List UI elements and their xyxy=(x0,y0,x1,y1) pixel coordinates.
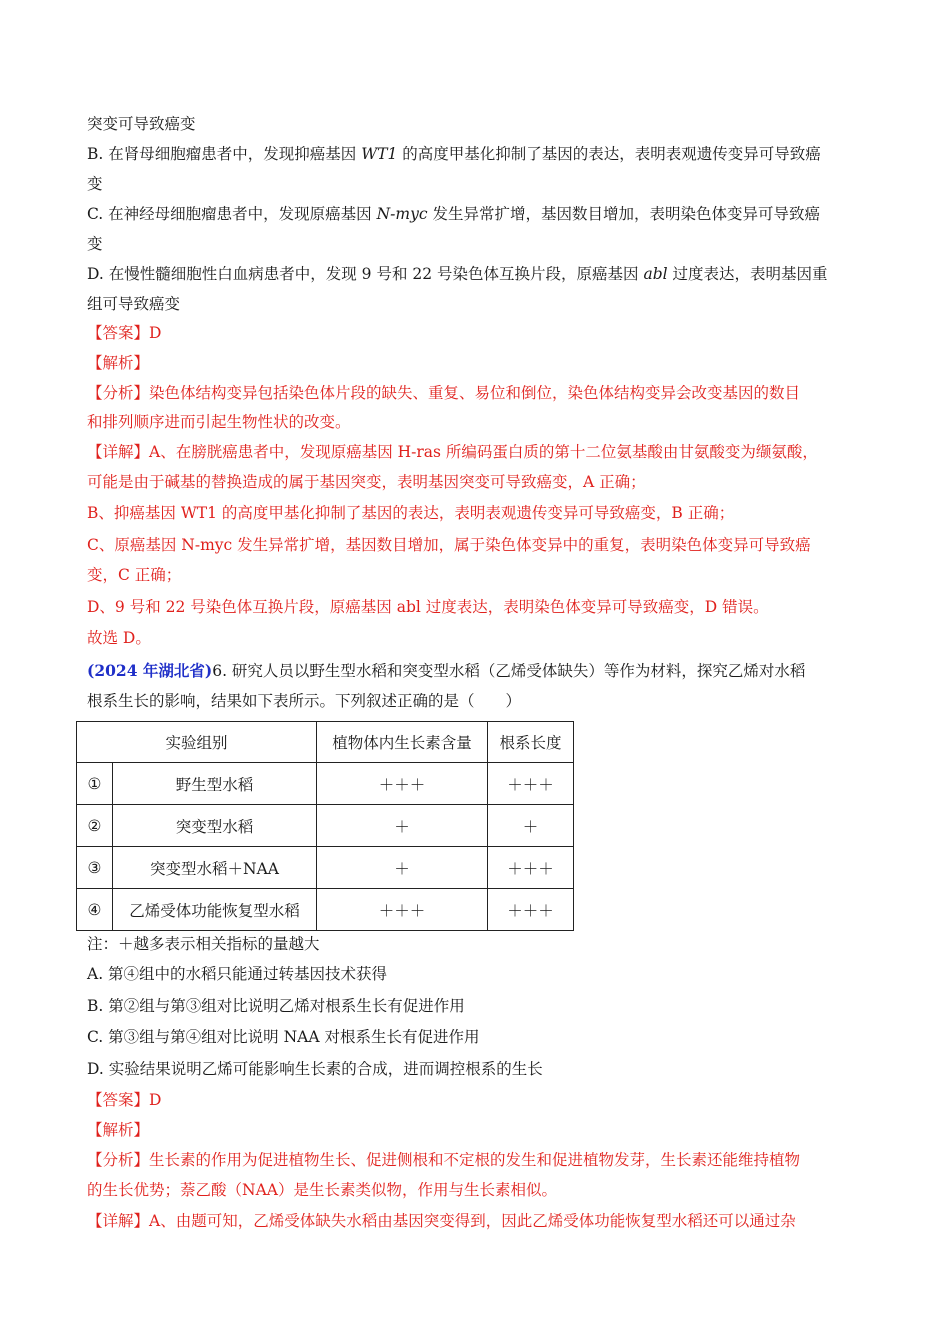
row-root: ＋＋＋ xyxy=(488,763,574,805)
text-run: 根系生长的影响，结果如下表所示。下列叙述正确的是（ ） xyxy=(87,692,522,710)
text-run: 6. 研究人员以野生型水稻和突变型水稻（乙烯受体缺失）等作为材料，探究乙烯对水稻 xyxy=(212,662,806,680)
header-root: 根系长度 xyxy=(488,722,574,763)
text-run: A、在膀胱癌患者中，发现原癌基因 H-ras 所编码蛋白质的第十二位氨基酸由甘氨酸变为缬氨酸， xyxy=(149,443,818,461)
text-run: 组可导致癌变 xyxy=(87,295,181,313)
q6-answer xyxy=(87,1089,161,1111)
table-header-row xyxy=(77,722,574,763)
row-number: ② xyxy=(77,805,113,847)
row-number: ④ xyxy=(77,889,113,931)
q6-stem-1 xyxy=(87,660,805,682)
q5-detail-2 xyxy=(87,471,646,493)
text-run: 的高度甲基化抑制了基因的表达，表明表观遗传变异可导致癌 xyxy=(397,145,821,163)
q6-option-b xyxy=(87,995,465,1017)
q5-detail-6 xyxy=(87,596,769,618)
row-group-name: 乙烯受体功能恢复型水稻 xyxy=(113,889,317,931)
q5-detail-1 xyxy=(87,441,818,463)
text-run: 可能是由于碱基的替换造成的属于基因突变，表明基因突变可导致癌变，A 正确； xyxy=(87,473,646,491)
header-group: 实验组别 xyxy=(77,722,317,763)
row-group-name: 突变型水稻＋NAA xyxy=(113,847,317,889)
text-run: 生长素的作用为促进植物生长、促进侧根和不定根的发生和促进植物发芽，生长素还能维持植物 xyxy=(149,1151,801,1169)
text-run: 故选 D。 xyxy=(87,629,151,647)
text-run: 的生长优势；萘乙酸（NAA）是生长素类似物，作用与生长素相似。 xyxy=(87,1181,557,1199)
q5-option-c-tail xyxy=(87,233,103,255)
header-auxin: 植物体内生长素含量 xyxy=(317,722,488,763)
text-run: B. 在肾母细胞瘤患者中，发现抑癌基因 xyxy=(87,145,362,163)
text-run: C. 第③组与第④组对比说明 NAA 对根系生长有促进作用 xyxy=(87,1028,480,1046)
q5-detail-4 xyxy=(87,534,811,556)
q5-answer xyxy=(87,322,161,344)
answer-tag: 【答案】 xyxy=(87,324,150,342)
row-number: ③ xyxy=(77,847,113,889)
table-row xyxy=(77,847,574,889)
answer-value: D xyxy=(149,324,162,342)
answer-value: D xyxy=(149,1091,162,1109)
row-auxin: ＋ xyxy=(317,847,488,889)
q6-fenxi-1 xyxy=(87,1149,800,1171)
table-row xyxy=(77,763,574,805)
text-run: D、9 号和 22 号染色体互换片段，原癌基因 abl 过度表达，表明染色体变异可导致癌变，D 错误。 xyxy=(87,598,769,616)
text-run: C. 在神经母细胞瘤患者中，发现原癌基因 xyxy=(87,205,377,223)
detail-tag: 【详解】 xyxy=(87,443,150,461)
q6-stem-2 xyxy=(87,690,521,712)
text-run: A、由题可知，乙烯受体缺失水稻由基因突变得到，因此乙烯受体功能恢复型水稻还可以通过杂 xyxy=(149,1212,796,1230)
text-run: B. 第②组与第③组对比说明乙烯对根系生长有促进作用 xyxy=(87,997,465,1015)
gene-name: N-myc xyxy=(376,205,428,223)
q6-option-d xyxy=(87,1058,543,1080)
analysis-tag: 【解析】 xyxy=(87,354,150,372)
q6-analysis-heading xyxy=(87,1119,149,1141)
answer-tag: 【答案】 xyxy=(87,1091,150,1109)
detail-tag: 【详解】 xyxy=(87,1212,150,1230)
q6-fenxi-2 xyxy=(87,1179,557,1201)
row-root: ＋＋＋ xyxy=(488,847,574,889)
row-auxin: ＋＋＋ xyxy=(317,763,488,805)
row-group-name: 突变型水稻 xyxy=(113,805,317,847)
q5-detail-3 xyxy=(87,502,734,524)
text-run: 注：＋越多表示相关指标的量越大 xyxy=(87,935,320,953)
row-auxin: ＋＋＋ xyxy=(317,889,488,931)
q5-analysis-heading xyxy=(87,352,149,374)
row-number: ① xyxy=(77,763,113,805)
analysis-tag: 【解析】 xyxy=(87,1121,150,1139)
q5-option-d xyxy=(87,263,828,285)
text-run: 和排列顺序进而引起生物性状的改变。 xyxy=(87,413,351,431)
q5-fenxi-2 xyxy=(87,411,351,433)
q5-option-b-tail xyxy=(87,173,103,195)
gene-name: WT1 xyxy=(361,145,398,163)
text-run: 染色体结构变异包括染色体片段的缺失、重复、易位和倒位，染色体结构变异会改变基因的数目 xyxy=(149,384,801,402)
q6-option-c xyxy=(87,1026,479,1048)
text-run: 变 xyxy=(87,235,103,253)
text-run: 发生异常扩增，基因数目增加，表明染色体变异可导致癌 xyxy=(427,205,820,223)
q5-fenxi-1 xyxy=(87,382,800,404)
text-run: C、原癌基因 N-myc 发生异常扩增，基因数目增加，属于染色体变异中的重复，表明染色体变异可导致癌 xyxy=(87,536,811,554)
q5-option-c xyxy=(87,203,820,225)
text-run: D. 实验结果说明乙烯可能影响生长素的合成，进而调控根系的生长 xyxy=(87,1060,543,1078)
text-run: 突变可导致癌变 xyxy=(87,115,196,133)
text-run: 变 xyxy=(87,175,103,193)
row-auxin: ＋ xyxy=(317,805,488,847)
q6-option-a xyxy=(87,963,387,985)
text-run: B、抑癌基因 WT1 的高度甲基化抑制了基因的表达，表明表观遗传变异可导致癌变，B 正确； xyxy=(87,504,735,522)
q5-option-a-tail xyxy=(87,113,196,135)
q5-detail-5 xyxy=(87,564,181,586)
text-run: D. 在慢性髓细胞性白血病患者中，发现 9 号和 22 号染色体互换片段，原癌基因 xyxy=(87,265,644,283)
gene-name: abl xyxy=(643,265,668,283)
q5-option-b xyxy=(87,143,821,165)
table-note xyxy=(87,933,320,955)
q6-detail-1 xyxy=(87,1210,796,1232)
text-run: 过度表达，表明基因重 xyxy=(667,265,828,283)
row-root: ＋＋＋ xyxy=(488,889,574,931)
row-root: ＋ xyxy=(488,805,574,847)
question-source: (2024 年湖北省) xyxy=(87,661,213,680)
fenxi-tag: 【分析】 xyxy=(87,1151,150,1169)
experiment-table xyxy=(76,721,574,931)
table-row xyxy=(77,889,574,931)
text-run: A. 第④组中的水稻只能通过转基因技术获得 xyxy=(87,965,388,983)
q5-conclusion xyxy=(87,627,151,649)
table-row xyxy=(77,805,574,847)
fenxi-tag: 【分析】 xyxy=(87,384,150,402)
text-run: 变，C 正确； xyxy=(87,566,182,584)
row-group-name: 野生型水稻 xyxy=(113,763,317,805)
q5-option-d-tail xyxy=(87,293,180,315)
